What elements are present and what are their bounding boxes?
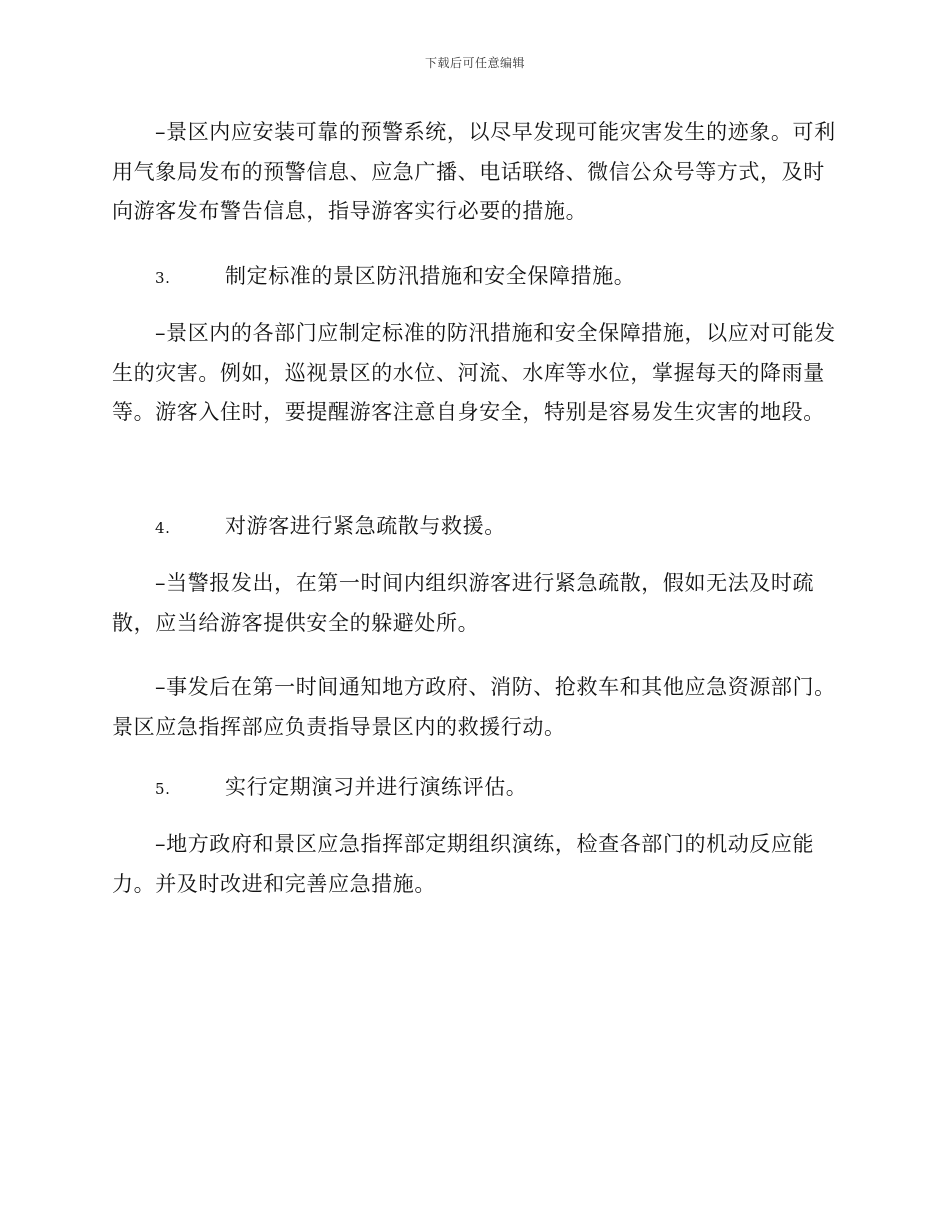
page-header-note: 下载后可任意编辑 (424, 56, 525, 70)
heading-number: 4. (155, 519, 171, 537)
paragraph-warning-system: –景区内应安装可靠的预警系统，以尽早发现可能灾害发生的迹象。可利用气象局发布的预警信息、应急广播、电话联络、微信公众号等方式，及时向游客发布警告信息，指导游客实行必要的措施。 (112, 120, 836, 223)
section-heading-5 (112, 768, 836, 810)
document-body (112, 825, 836, 904)
heading-text: 对游客进行紧急疏散与救援。 (225, 514, 506, 538)
paragraph-evacuation: –当警报发出，在第一时间内组织游客进行紧急疏散，假如无法及时疏散，应当给游客提供安全的躲避处所。 (112, 571, 815, 635)
document-body (112, 113, 836, 232)
heading-text: 实行定期演习并进行演练评估。 (225, 775, 528, 799)
paragraph-flood-measures: –景区内的各部门应制定标准的防汛措施和安全保障措施，以应对可能发生的灾害。例如，巡视景区的水位、河流、水库等水位，掌握每天的降雨量等。游客入住时，要提醒游客注意自身安全，特别是容易发生灾害的地段。 (112, 321, 836, 424)
heading-number: 3. (155, 269, 171, 287)
paragraph-drills: –地方政府和景区应急指挥部定期组织演练，检查各部门的机动反应能力。并及时改进和完善应急措施。 (112, 832, 815, 896)
section-heading-3 (112, 257, 836, 299)
heading-number: 5. (155, 780, 171, 798)
document-body (112, 314, 836, 433)
heading-text: 制定标准的景区防汛措施和安全保障措施。 (225, 264, 636, 288)
document-body (112, 668, 836, 747)
section-heading-4 (112, 507, 836, 549)
paragraph-notification: –事发后在第一时间通知地方政府、消防、抢救车和其他应急资源部门。景区应急指挥部应负责指导景区内的救援行动。 (112, 675, 836, 739)
document-body (112, 564, 836, 643)
